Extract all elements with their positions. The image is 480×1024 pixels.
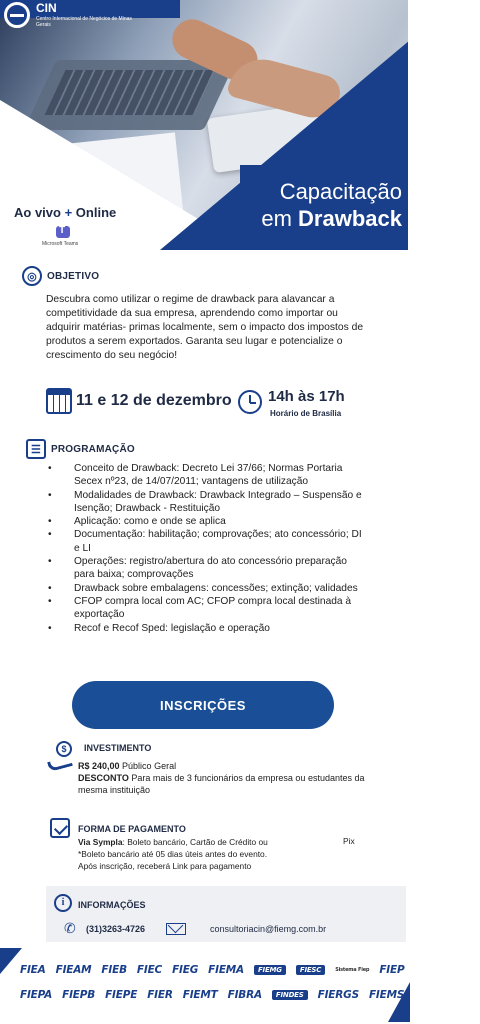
federation-logo: FIESC (296, 965, 325, 975)
federation-logo: FIBRA (227, 989, 262, 1001)
info-icon: i (54, 894, 72, 912)
objetivo-heading (22, 266, 99, 286)
hero-title-line1: Capacitação (279, 179, 402, 204)
objetivo-title: OBJETIVO (47, 270, 100, 282)
via-text: : Boleto bancário, Cartão de Crédito ou (122, 837, 268, 847)
federation-logo: FIEMT (182, 989, 218, 1001)
email-link[interactable]: consultoriacin@fiemg.com.br (210, 924, 327, 934)
federation-logo: FIERGS (317, 989, 359, 1001)
programacao-heading (26, 439, 135, 459)
live-label: Ao vivo (14, 205, 61, 220)
federation-logo: FIER (147, 989, 173, 1001)
federation-logo: FIEMA (208, 964, 244, 976)
list-item: • Conceito de Drawback: Decreto Lei 37/66; Normas Portaria Secex nº23, de 14/07/2011; vantagens de utilização (48, 462, 368, 489)
federation-logo: FIEAM (55, 964, 92, 976)
pagamento-heading: FORMA DE PAGAMENTO (78, 824, 186, 834)
teams-label: Microsoft Teams (42, 241, 79, 247)
footer-left-shape (0, 948, 22, 974)
target-icon: ◎ (22, 266, 42, 286)
federation-logo: FIEP (379, 964, 405, 976)
date-row (46, 388, 232, 414)
via-label: Via Sympla (78, 837, 123, 847)
hand-icon (47, 756, 73, 772)
federation-logo: Sistema Fiep (335, 966, 370, 973)
discount-label: DESCONTO (78, 773, 129, 783)
list-item: • Modalidades de Drawback: Drawback Integrado – Suspensão e Isenção; Drawback - Restituição (48, 489, 368, 516)
federation-logo: FIEPA (20, 989, 53, 1001)
live-online-label (14, 205, 116, 220)
link-note: Após inscrição, receberá Link para pagamento (78, 861, 252, 871)
price: R$ 240,00 (78, 761, 120, 771)
programacao-title: PROGRAMAÇÃO (51, 443, 135, 455)
phone-icon: ✆ (64, 920, 76, 936)
boleto-note: *Boleto bancário até 05 dias úteis antes do evento. (78, 849, 268, 859)
hero-title (250, 178, 402, 232)
logo-subtitle: Centro Internacional de Negócios de Minas Gerais (36, 16, 132, 28)
clock-icon (238, 390, 262, 414)
pagamento-text (78, 836, 378, 872)
list-item: • Operações: registro/abertura do ato concessório preparação para baixa; comprovações (48, 555, 368, 582)
check-icon (50, 818, 70, 838)
list-item: • Drawback sobre embalagens: concessões; extinção; validades (48, 582, 368, 595)
federation-logo: FIEPB (62, 989, 96, 1001)
federation-logo: FIEPE (105, 989, 138, 1001)
mail-icon (166, 923, 186, 935)
list-item: • Documentação: habilitação; comprovações; ato concessório; DI e LI (48, 528, 368, 555)
footer-right-shape (388, 982, 410, 1022)
plus-sign: + (60, 205, 76, 220)
logo-text: CIN (36, 1, 57, 15)
hero-banner (0, 0, 480, 250)
federation-logo: FIEB (101, 964, 127, 976)
calendar-icon (46, 388, 72, 414)
investimento-text (78, 760, 378, 796)
objetivo-text: Descubra como utilizar o regime de drawback para alavancar a competitividade da sua empresa, aprendendo como importar ou adquirir matérias- primas localmente, sem o impacto dos impostos de produtos a serem exportados. Garanta seu lugar e potencialize o crescimento do seu negócio! (46, 294, 364, 361)
inscricoes-button[interactable]: INSCRIÇÕES (72, 681, 334, 729)
federation-logo: FIEC (136, 964, 163, 976)
list-item: • CFOP compra local com AC; CFOP compra local destinada à exportação (48, 595, 368, 622)
event-date: 11 e 12 de dezembro (76, 392, 232, 409)
hero-title-prefix: em (261, 206, 299, 231)
federation-logo: FINDES (272, 990, 308, 1000)
event-time: 14h às 17h (268, 388, 345, 405)
time-note: Horário de Brasília (270, 409, 342, 418)
cin-logo-icon (4, 2, 30, 28)
list-item: • Recof e Recof Sped: legislação e operação (48, 622, 368, 635)
hero-edge (408, 0, 480, 250)
federation-logos-row1 (20, 964, 404, 976)
pix-label: Pix (343, 836, 355, 846)
federation-logo: FIEA (20, 964, 46, 976)
discount-text: Para mais de 3 funcionários da empresa ou estudantes da mesma instituição (78, 773, 365, 795)
federation-logo: FIEG (172, 964, 199, 976)
federation-logos-row2 (20, 989, 404, 1001)
money-icon: $ (56, 741, 72, 757)
phone-number[interactable]: (31)3263-4726 (86, 924, 146, 934)
hero-title-bold: Drawback (298, 206, 402, 231)
program-list (48, 462, 368, 635)
federation-logo: FIEMG (254, 965, 286, 975)
teams-icon (56, 226, 70, 238)
investimento-heading: INVESTIMENTO (84, 743, 152, 753)
checklist-icon: ☰ (26, 439, 46, 459)
list-item: • Aplicação: como e onde se aplica (48, 515, 368, 528)
online-label: Online (75, 205, 117, 220)
price-note: Público Geral (119, 761, 177, 771)
informacoes-heading: INFORMAÇÕES (78, 900, 146, 910)
federation-logo: FIEMS (368, 989, 405, 1001)
